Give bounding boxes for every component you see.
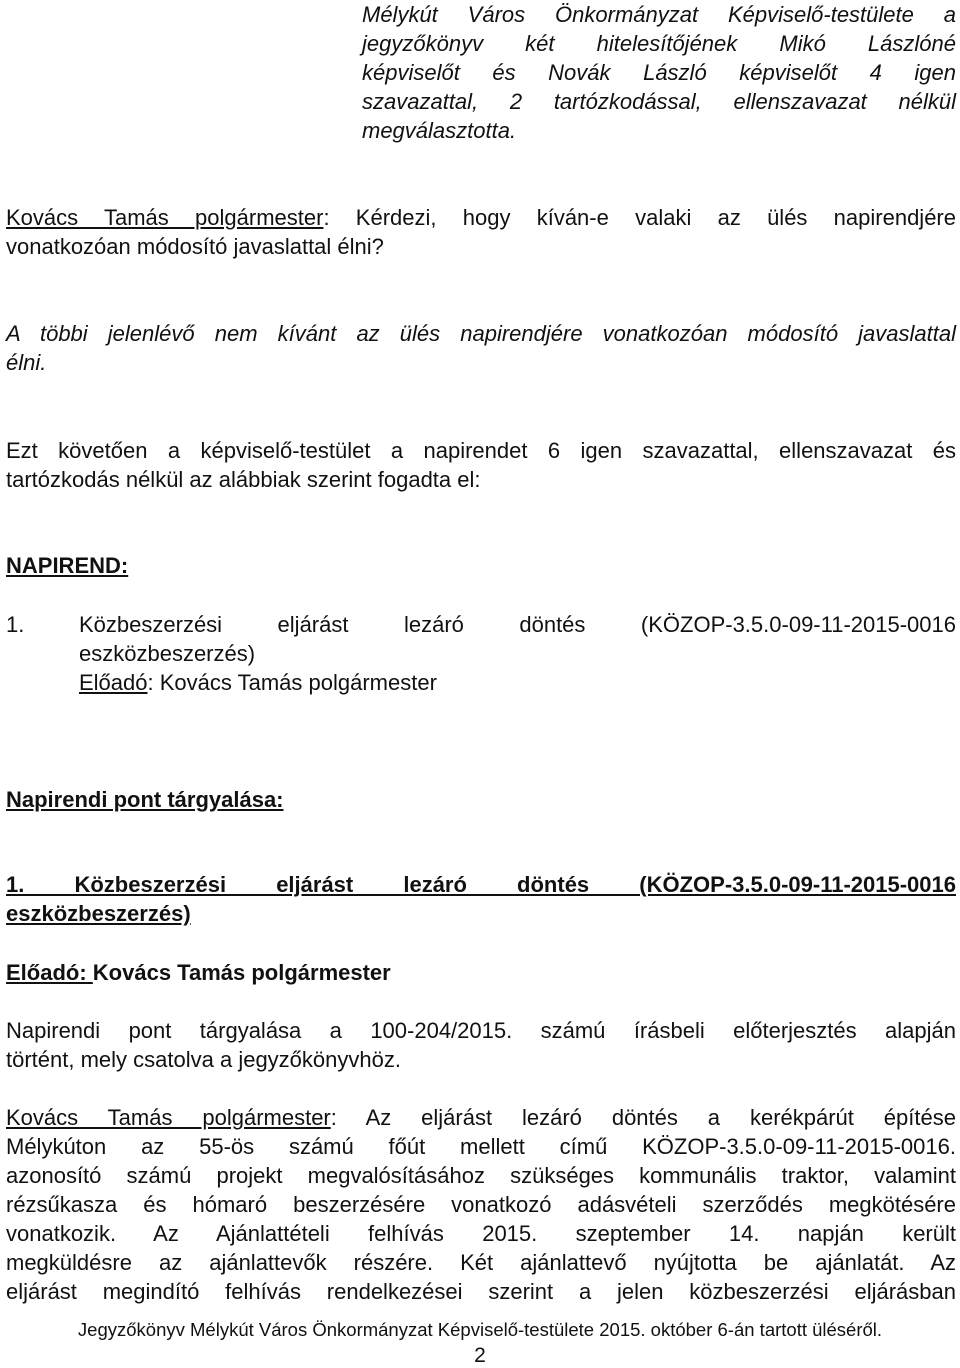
mayor-statement-line: Kovács Tamás polgármester: Az eljárást lezáró döntés a kerékpárút építése bbox=[6, 1105, 956, 1130]
discussion-item-line: 1. Közbeszerzési eljárást lezáró döntés (KÖZOP-3.5.0-09-11-2015-0016 bbox=[6, 872, 956, 897]
intro-line: megválasztotta. bbox=[362, 118, 517, 143]
mayor-statement-line: azonosító számú projekt megvalósításához szükséges kommunális traktor, valamint bbox=[6, 1163, 956, 1188]
written-basis-line: Napirendi pont tárgyalása a 100-204/2015. számú írásbeli előterjesztés alapján bbox=[6, 1018, 956, 1043]
agenda-presenter: Előadó: Kovács Tamás polgármester bbox=[79, 670, 437, 695]
intro-line: képviselőt és Novák László képviselőt 4 igen bbox=[362, 60, 956, 85]
others-paragraph bbox=[6, 319, 956, 377]
page-number: 2 bbox=[474, 1344, 486, 1367]
mayor-statement-line: megküldésre az ajánlattevők részére. Két ajánlattevő nyújtotta be ajánlatát. Az bbox=[6, 1250, 956, 1275]
agenda-item-line: eszközbeszerzés) bbox=[79, 641, 256, 666]
mayor-statement-line: Mélykúton az 55-ös számú főút mellett című KÖZOP-3.5.0-09-11-2015-0016. bbox=[6, 1134, 956, 1159]
agenda-section bbox=[6, 551, 956, 580]
intro-line: jegyzőkönyv két hitelesítőjének Mikó Lászlóné bbox=[362, 31, 956, 56]
page-footer: Jegyzőkönyv Mélykút Város Önkormányzat Képviselő-testülete 2015. október 6-án tartott üléséről. bbox=[77, 1319, 883, 1340]
mayor-statement-line: vonatkozik. Az Ajánlattételi felhívás 2015. szeptember 14. napján került bbox=[6, 1221, 956, 1246]
adoption-line: tartózkodás nélkül az alábbiak szerint fogadta el: bbox=[6, 467, 481, 492]
question-paragraph bbox=[6, 203, 956, 261]
presenter-name: Kovács Tamás polgármester bbox=[92, 960, 391, 985]
adoption-paragraph bbox=[6, 436, 956, 494]
intro-line: Mélykút Város Önkormányzat Képviselő-testülete a bbox=[362, 2, 956, 27]
speaker-name: Kovács Tamás polgármester bbox=[6, 205, 324, 230]
mayor-statement-line: rézsűkasza és hómaró beszerzésére vonatkozó adásvételi szerződés megkötésére bbox=[6, 1192, 956, 1217]
discussion-item bbox=[6, 870, 956, 928]
question-line: Kovács Tamás polgármester: Kérdezi, hogy kíván-e valaki az ülés napirendjére bbox=[6, 205, 956, 230]
discussion-heading: Napirendi pont tárgyalása: bbox=[6, 787, 284, 812]
mayor-statement-paragraph bbox=[6, 1103, 956, 1306]
others-line: A többi jelenlévő nem kívánt az ülés napirendjére vonatkozóan módosító javaslattal bbox=[6, 321, 956, 346]
intro-paragraph bbox=[362, 0, 956, 145]
written-basis-paragraph bbox=[6, 1016, 956, 1074]
speaker-name: Kovács Tamás polgármester bbox=[6, 1105, 331, 1130]
others-line: élni. bbox=[6, 350, 47, 375]
adoption-line: Ezt követően a képviselő-testület a napirendet 6 igen szavazattal, ellenszavazat és bbox=[6, 438, 956, 463]
agenda-item-number: 1. bbox=[6, 612, 25, 637]
question-line: vonatkozóan módosító javaslattal élni? bbox=[6, 234, 384, 259]
agenda-heading: NAPIREND: bbox=[6, 553, 129, 578]
discussion-item-line: eszközbeszerzés) bbox=[6, 901, 191, 926]
mayor-statement-line: eljárást megindító felhívás rendelkezései szerint a jelen közbeszerzési eljárásban bbox=[6, 1279, 956, 1304]
presenter-label: Előadó: bbox=[6, 960, 93, 985]
agenda-item-line: Közbeszerzési eljárást lezáró döntés (KÖZOP-3.5.0-09-11-2015-0016 bbox=[79, 612, 956, 637]
written-basis-line: történt, mely csatolva a jegyzőkönyvhöz. bbox=[6, 1047, 401, 1072]
discussion-presenter bbox=[6, 958, 956, 987]
discussion-section bbox=[6, 785, 956, 814]
intro-line: szavazattal, 2 tartózkodással, ellenszavazat nélkül bbox=[362, 89, 956, 114]
agenda-item bbox=[79, 610, 956, 697]
